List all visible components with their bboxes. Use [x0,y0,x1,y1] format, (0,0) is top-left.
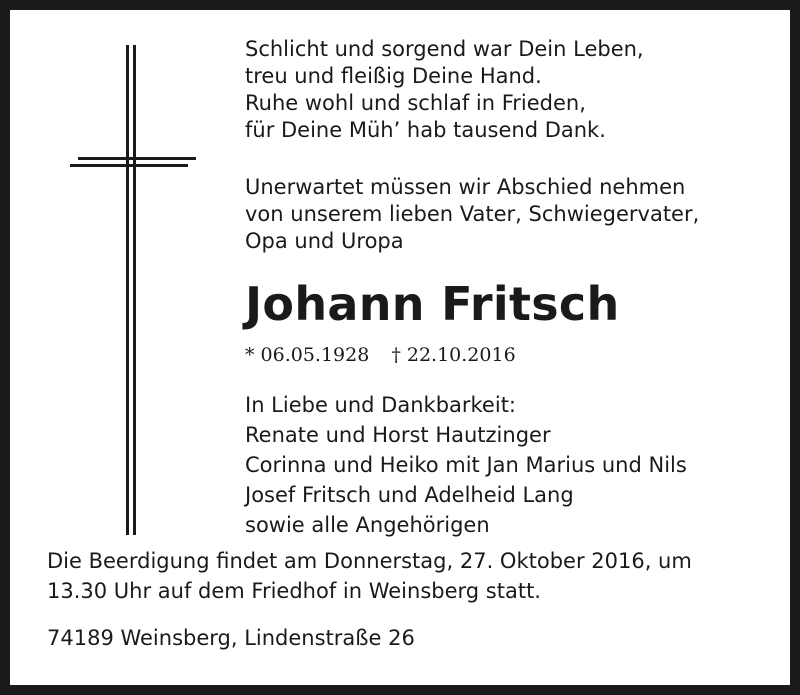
mourners-line: In Liebe und Dankbarkeit: [245,393,517,417]
death-date: † 22.10.2016 [391,344,516,366]
burial-info [47,546,692,606]
deceased-name: Johann Fritsch [245,277,620,331]
intro-line: von unserem lieben Vater, Schwiegervater, [245,202,700,226]
poem-verse [245,36,644,144]
mourners-list [245,390,687,540]
announcement-intro [245,174,699,255]
poem-line: treu und fleißig Deine Hand. [245,64,542,88]
burial-line: 13.30 Uhr auf dem Friedhof in Weinsberg statt. [47,579,541,603]
intro-line: Opa und Uropa [245,229,404,253]
cross-icon [60,45,205,535]
life-dates [245,342,516,368]
mourners-line: Renate und Horst Hautzinger [245,423,551,447]
intro-line: Unerwartet müssen wir Abschied nehmen [245,175,686,199]
mourners-line: sowie alle Angehörigen [245,513,490,537]
mourners-line: Josef Fritsch und Adelheid Lang [245,483,574,507]
poem-line: Ruhe wohl und schlaf in Frieden, [245,91,586,115]
birth-date: * 06.05.1928 [245,344,370,366]
burial-line: Die Beerdigung findet am Donnerstag, 27. Oktober 2016, um [47,549,692,573]
mourners-line: Corinna und Heiko mit Jan Marius und Nils [245,453,687,477]
poem-line: für Deine Müh’ hab tausend Dank. [245,118,606,142]
poem-line: Schlicht und sorgend war Dein Leben, [245,37,644,61]
family-address: 74189 Weinsberg, Lindenstraße 26 [47,626,415,650]
